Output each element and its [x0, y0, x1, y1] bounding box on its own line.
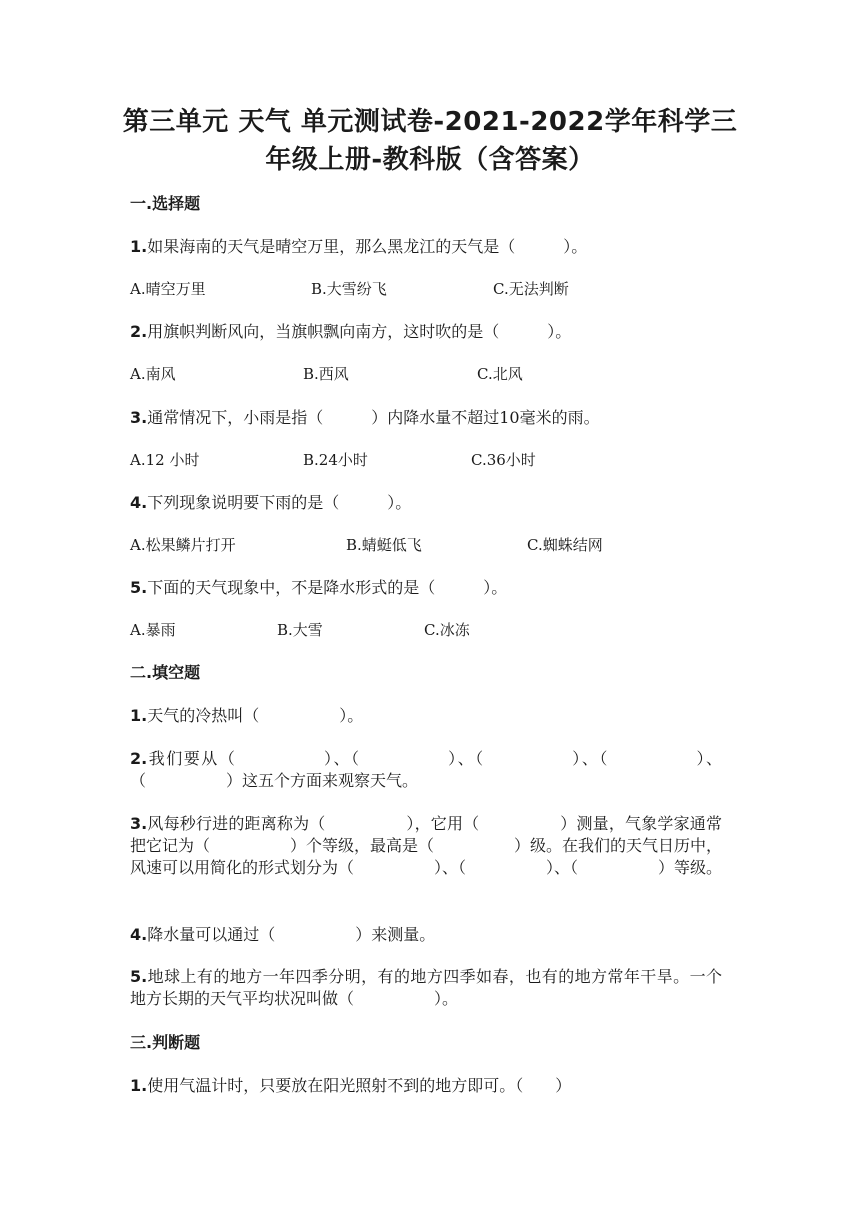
page-title-line2: 年级上册-教科版（含答案） [265, 145, 595, 175]
choice-2-option-a: A.南风 [130, 365, 176, 383]
page-title-line1: 第三单元 天气 单元测试卷-2021-2022学年科学三 [122, 107, 738, 137]
choice-question-5: 5.下面的天气现象中，不是降水形式的是（ ）。 [130, 578, 508, 597]
choice-3-option-b: B.24小时 [303, 451, 368, 469]
fill-question-2: 2.我们要从（ ）、（ ）、（ ）、（ ）、（ ）这五个方面来观察天气。 [130, 749, 722, 790]
fill-question-5: 5.地球上有的地方一年四季分明，有的地方四季如春，也有的地方常年干旱。一个地方长期的天气平均状况叫做（ ）。 [130, 967, 722, 1008]
choice-1-option-b: B.大雪纷飞 [311, 280, 387, 298]
choice-1-option-c: C.无法判断 [493, 280, 569, 298]
choice-question-2: 2.用旗帜判断风向，当旗帜飘向南方，这时吹的是（ ）。 [130, 322, 572, 341]
section-choice-heading: 一.选择题 [130, 194, 201, 213]
choice-4-option-b: B.蜻蜓低飞 [346, 536, 422, 554]
choice-4-option-a: A.松果鳞片打开 [130, 536, 236, 554]
judge-question-1: 1.使用气温计时，只要放在阳光照射不到的地方即可。（ ） [130, 1076, 572, 1095]
choice-question-1: 1.如果海南的天气是晴空万里，那么黑龙江的天气是（ ）。 [130, 237, 588, 256]
section-fill-heading: 二.填空题 [130, 663, 201, 682]
choice-1-option-a: A.晴空万里 [130, 280, 206, 298]
choice-5-option-a: A.暴雨 [130, 621, 176, 639]
choice-2-option-b: B.西风 [303, 365, 349, 383]
choice-3-option-c: C.36小时 [471, 451, 536, 469]
choice-5-option-c: C.冰冻 [424, 621, 470, 639]
choice-5-option-b: B.大雪 [277, 621, 323, 639]
choice-2-option-c: C.北风 [477, 365, 523, 383]
choice-question-4: 4.下列现象说明要下雨的是（ ）。 [130, 493, 412, 512]
fill-question-4: 4.降水量可以通过（ ）来测量。 [130, 925, 436, 944]
section-judge-heading: 三.判断题 [130, 1033, 201, 1052]
fill-question-1: 1.天气的冷热叫（ ）。 [130, 706, 364, 725]
choice-question-3: 3.通常情况下，小雨是指（ ）内降水量不超过10毫米的雨。 [130, 408, 600, 427]
choice-3-option-a: A.12 小时 [130, 451, 200, 469]
fill-question-3: 3.风每秒行进的距离称为（ ），它用（ ）测量，气象学家通常把它记为（ ）个等级，最高是（ ）级。在我们的天气日历中，风速可以用简化的形式划分为（ ）、（ ）、（ ）等级。 [130, 814, 723, 877]
choice-4-option-c: C.蜘蛛结网 [527, 536, 603, 554]
